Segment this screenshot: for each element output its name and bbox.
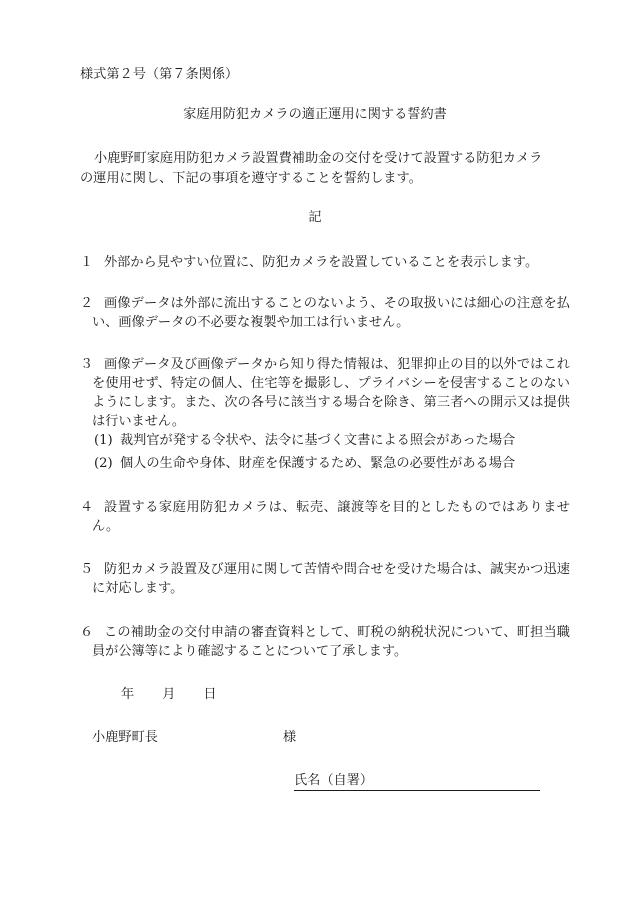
date-line	[121, 686, 217, 704]
date-day: 日	[203, 687, 217, 702]
item-number: ２	[80, 296, 94, 311]
item-number: ６	[80, 625, 94, 640]
subitem-2	[94, 455, 515, 473]
ki-heading: 記	[308, 210, 322, 225]
intro-line-1: 小鹿野町家庭用防犯カメラ設置費補助金の交付を受けて設置する防犯カメラ	[94, 151, 543, 166]
item-text: この補助金の交付申請の審査資料として、町税の納税状況について、町担当職員が公簿等により確認することについて了承します。	[92, 625, 570, 659]
signature-label: 氏名（自署）	[294, 773, 374, 788]
intro-line-2: の運用に関し、下記の事項を遵守することを誓約します。	[80, 171, 422, 186]
addressee-name: 小鹿野町長	[92, 730, 158, 745]
date-year: 年	[121, 687, 135, 702]
item-text: 画像データは外部に流出することのないよう、その取扱いには細心の注意を払い、画像データの不必要な複製や加工は行いません。	[92, 296, 570, 330]
item-text: 設置する家庭用防犯カメラは、転売、譲渡等を目的としたものではありません。	[92, 500, 570, 534]
form-number: 様式第２号（第７条関係）	[80, 67, 239, 82]
item-number: ４	[80, 500, 94, 515]
item-text: 外部から見やすい位置に、防犯カメラを設置していることを表示します。	[104, 255, 539, 270]
subitem-text: 裁判官が発する令状や、法令に基づく文書による照会があった場合	[120, 433, 516, 448]
addressee-honorific: 様	[283, 730, 297, 745]
subitem-text: 個人の生命や身体、財産を保護するため、緊急の必要性がある場合	[120, 456, 516, 471]
date-month: 月	[162, 687, 176, 702]
subitem-number: (1)	[94, 433, 113, 448]
item-number: ３	[80, 357, 94, 372]
item-text: 画像データ及び画像データから知り得た情報は、犯罪抑止の目的以外ではこれを使用せず、特定の個人、住宅等を撮影し、プライバシーを侵害することのないようにします。また、次の各号に該当する場合を除き、第三者への開示又は提供は行いません。	[92, 357, 570, 429]
item-number: １	[80, 255, 94, 270]
item-number: ５	[80, 562, 94, 577]
document-title: 家庭用防犯カメラの適正運用に関する誓約書	[183, 107, 447, 122]
subitem-1	[94, 432, 515, 450]
signature-field[interactable]	[294, 773, 540, 791]
subitem-number: (2)	[94, 456, 113, 471]
item-text: 防犯カメラ設置及び運用に関して苦情や問合せを受けた場合は、誠実かつ迅速に対応します。	[92, 562, 570, 596]
